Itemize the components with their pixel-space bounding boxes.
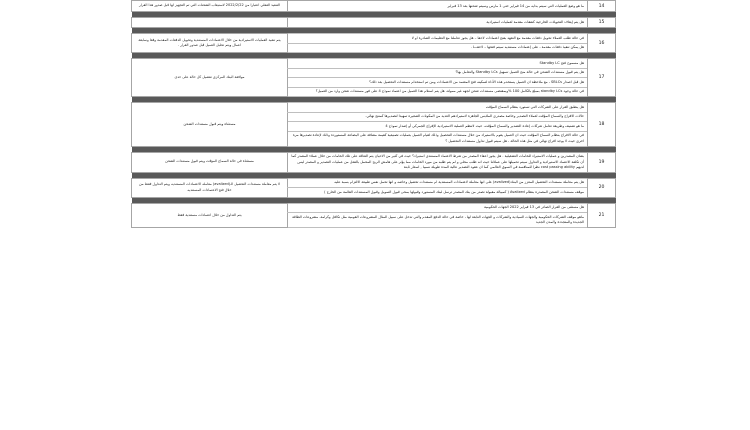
question-cell: في حالة الافراج بنظام السماح المؤقت حيث ان العميل يقوم بالاستيراد من خلال مستندات التحصيل وذلك لقيام العميل بعمليات تصنيعية كقيمة مضافة على البضاعة المستوردة وذلك لإعادة تصديرها مرة اخرى حيث لا يوجد افراج نهائي في مثل هذه الحالة ، هل سيتم قبول تداول مستندات التحصيل ؟ xyxy=(288,131,588,146)
question-cell: هل يمكن تنفيذ دفعات مقدمة ، على إعتمادات مستنديه سيتم فتحها – لاحقـــا . xyxy=(288,43,588,52)
question-cell: ماهو موقف الشركات الحكومية والجهات السيادية والشركات و الجهات التابعة لها ، خاصة في حالة الدفع المقدم والتي تدخل على سبيل المثال المشروعات القومية مثل تكافل وكرامة، مشروعات الطاقة الجديدة والمتجددة والمدن الجديد xyxy=(288,213,588,228)
note-cell: التنفيذ الفعلي اعتبارا من 2022/2/22 لاستيعاب الشحنات التي تم التجهيز لها قبل صدور هذا القرار xyxy=(132,1,288,12)
row-number: 20 xyxy=(588,178,616,197)
note-cell: لا يتم معاملة مستندات التحصيل الـ(avalized) معامله الاعتمادات المستنديه ويتم التداول فقط من خلال فتح الاعتمادات المستنديه xyxy=(132,178,288,197)
note-cell: مستثناة في حالة السماح المؤقت ويتم قبول مستندات الشحن xyxy=(132,152,288,172)
table-row xyxy=(132,59,616,68)
row-number: 21 xyxy=(588,203,616,227)
row-number: 17 xyxy=(588,59,616,97)
table-row xyxy=(132,152,616,172)
row-number: 18 xyxy=(588,103,616,146)
question-cell: هل يتم معاملة مستندات التحصيل المعزز من البنك(avalized) على انها معاملة لاعتمادات المستندية ام مستندات تحصيل وخاصه و انها تحمل نفس طبيعة الالتزام بسبة عليه xyxy=(288,178,588,187)
question-cell: في حالة طلب العملاء تحويل دفعات مقدمة مع التعهد بفتح اعتمادات لاحقا – هل يجوز تعاملنا مع التعليمات الصادرة او لا xyxy=(288,34,588,43)
question-cell: هل يتم قبول مستندات الشحن في حالة منح العميل تسهيل Standby LCs والتعامل بها؟ xyxy=(288,68,588,77)
question-cell: موقف مستندات الشحن المصدرة بنظام Avalized ( كمبيالة مقبولة تصدر من بنك المصدر ترسل لبنك المستورد وقبولها بمحى قبول التمويل وقبول المستندات القائمة من الخارج ) xyxy=(288,188,588,197)
row-number: 14 xyxy=(588,1,616,12)
question-cell: هل مسموح فتح Standby LC xyxy=(288,59,588,68)
question-cell: هل يتم إيقاف التحويلات الخارجية كنفقات مقدمة لعمليات استيرادية xyxy=(288,18,588,28)
table-row xyxy=(132,18,616,28)
qa-table-body xyxy=(132,0,616,228)
table-row xyxy=(132,203,616,212)
question-cell: بشان المصدرين و عمليات الاستيراد للخامات التشغيلية . هل يجوز اعفاء المصدر من شرط الاعتماد المستندي استيراد؟ حيث في كثير من الاحيان يتم التعاقد على تلك الخامات من خلال عملاء المصدر كما أن تكلفة الاعتماد الاستيرادية و التداول سيتم تحميلها على عملائنا حيث انه طلب محلي و لم يتم طلبه من مورد الخامات مما يؤثر على هامش الربح المحمل بالفعل من عمليات التصدير و المصدر ليس لديهم cost passing ability نظرا للمنافسة في السوق العالمي كما ان عقود التصدير عالية المدة طويلة نسبيا , اسعار ثابتة xyxy=(288,152,588,172)
question-cell: في حالة وجود standby LCs بمبلغ بالكامل 100 %وبمقتضى مستندات شحن لجهه غير ممولة، هل يتم استلام هذا العميل من اعتماد نموذج 4 على فور مستندات شحن وارد من العميل؟ xyxy=(288,87,588,96)
note-cell: يتم تنفيذ العمليات الاستيرادية من خلال الاعتمادات المستندية وتحويل الدفعات المقدمة وفقا وسابقة اعمال ويتم تحليل العميل قبل صدور القرار . xyxy=(132,34,288,53)
question-cell: حالات الافراج والسماح المؤقت لعملاء التصدير وخاصة مصدري الملابس الجاهزة لاستيرادهم العديد من المكونات الصغيرة تمهيدا لتصديرها كمنتج نهائي. xyxy=(288,112,588,121)
note-cell: يتم التداول من خلال اعتمادات مستندية فقط xyxy=(132,203,288,227)
question-cell: ما هو وضع العمليات التي سيتم بدايه من 14 فبراير حتى 1 مارس وسيتم شحنها بعد 13 فبراير xyxy=(288,1,588,12)
question-cell: هل قبل اصدار SBLCs ، مع ملاحظة ان العميل يستخدم هذه الأداة لتمكينه فتح المعتمد من الاعتمادات ومن تم استخدام مستندات التحصيل بعد ذلك؟ xyxy=(288,78,588,87)
note-cell xyxy=(132,18,288,28)
table-row xyxy=(132,178,616,187)
row-number: 19 xyxy=(588,152,616,172)
qa-table xyxy=(131,0,616,228)
row-number: 15 xyxy=(588,18,616,28)
table-row xyxy=(132,103,616,112)
table-row xyxy=(132,1,616,12)
note-cell: موافقة البنك المركزي تفصيل كل حالة على حدى xyxy=(132,59,288,97)
question-cell: هل مستثنى من القرار الصادر في 13 فبراير 2022 الجهات الحكومية xyxy=(288,203,588,212)
note-cell: مستثناة ويتم قبول مستندات الشحن xyxy=(132,103,288,146)
question-cell: هل ينطبق القرار على الشركات التي تستورد بنظام السماح المؤقت xyxy=(288,103,588,112)
question-cell: ما هو تصنيف وطريقة تعامل شركات إعادة التصدير والسماح المؤقت، حيث لاتنظم العملية الاستيرادية الإفراج الجمركي أو إصدار نموذج 4 xyxy=(288,122,588,131)
row-number: 16 xyxy=(588,34,616,53)
table-row xyxy=(132,34,616,43)
